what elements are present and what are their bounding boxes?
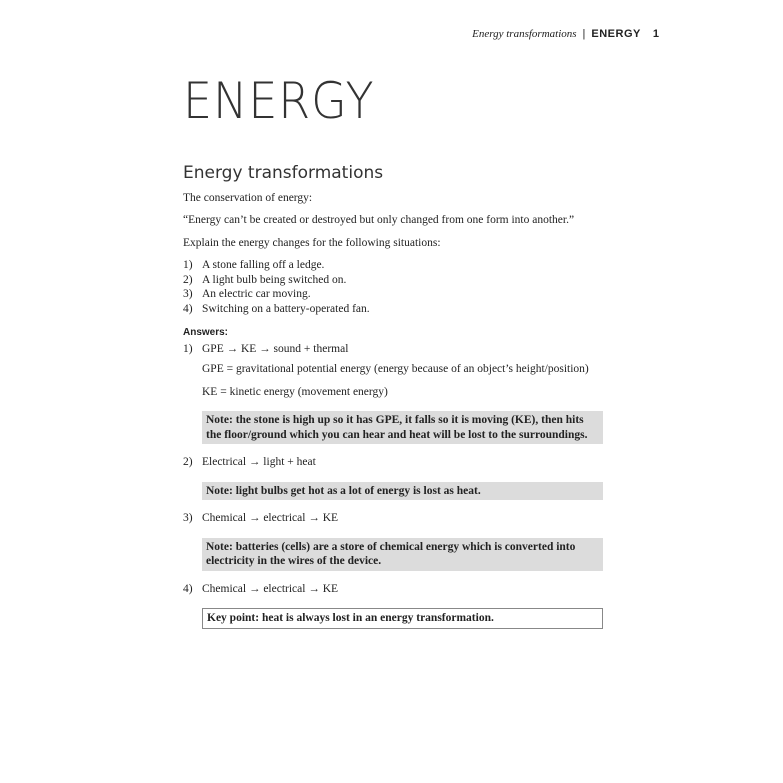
answer-number: 1) (183, 342, 193, 355)
note-box: Note: light bulbs get hot as a lot of energy is lost as heat. (202, 482, 603, 501)
running-header (472, 28, 659, 40)
note-box: Note: the stone is high up so it has GPE, it falls so it is moving (KE), then hits the floor/ground which you can hear and heat will be lost to the surroundings. (202, 411, 603, 444)
energy-chain: Electrical → light + heat (202, 456, 316, 468)
question-text: A light bulb being switched on. (202, 273, 347, 286)
conservation-quote: “Energy can’t be created or destroyed but only changed from one form into another.” (183, 214, 575, 226)
answers-label: Answers: (183, 327, 229, 338)
question-number: 4) (183, 302, 193, 315)
instruction: Explain the energy changes for the following situations: (183, 236, 441, 249)
header-section: Energy transformations (472, 28, 577, 40)
energy-chain: Chemical → electrical → KE (202, 582, 339, 595)
definition-ke: KE = kinetic energy (movement energy) (202, 385, 388, 398)
question-text: An electric car moving. (202, 288, 311, 300)
question-text: Switching on a battery-operated fan. (202, 302, 370, 315)
question-number: 2) (183, 273, 193, 286)
section-heading: Energy transformations (183, 163, 384, 183)
note-box: Note: batteries (cells) are a store of chemical energy which is converted into electricity in the wires of the device. (202, 538, 603, 571)
answer-item (183, 455, 603, 470)
energy-chain: Chemical → electrical → KE (202, 512, 339, 524)
question-item (183, 287, 603, 302)
header-chapter: ENERGY (591, 28, 641, 40)
question-text: A stone falling off a ledge. (202, 259, 325, 271)
question-number: 1) (183, 259, 193, 271)
answer-number: 2) (183, 456, 193, 468)
answer-item (183, 511, 603, 526)
answer-number: 3) (183, 512, 193, 524)
page-number: 1 (652, 28, 659, 40)
answer-item (183, 342, 603, 357)
page-title: ENERGY (183, 72, 375, 130)
header-separator: | (582, 28, 586, 40)
question-item (183, 258, 603, 273)
question-item (183, 302, 603, 317)
intro-line: The conservation of energy: (183, 191, 313, 204)
answer-item (183, 582, 603, 597)
main-content (183, 163, 603, 629)
answer-number: 4) (183, 582, 193, 595)
question-list (183, 258, 603, 316)
question-number: 3) (183, 288, 193, 300)
definition-gpe: GPE = gravitational potential energy (energy because of an object’s height/position) (202, 363, 589, 375)
energy-chain: GPE → KE → sound + thermal (202, 342, 349, 355)
key-point-box: Key point: heat is always lost in an energy transformation. (202, 608, 603, 629)
question-item (183, 273, 603, 288)
